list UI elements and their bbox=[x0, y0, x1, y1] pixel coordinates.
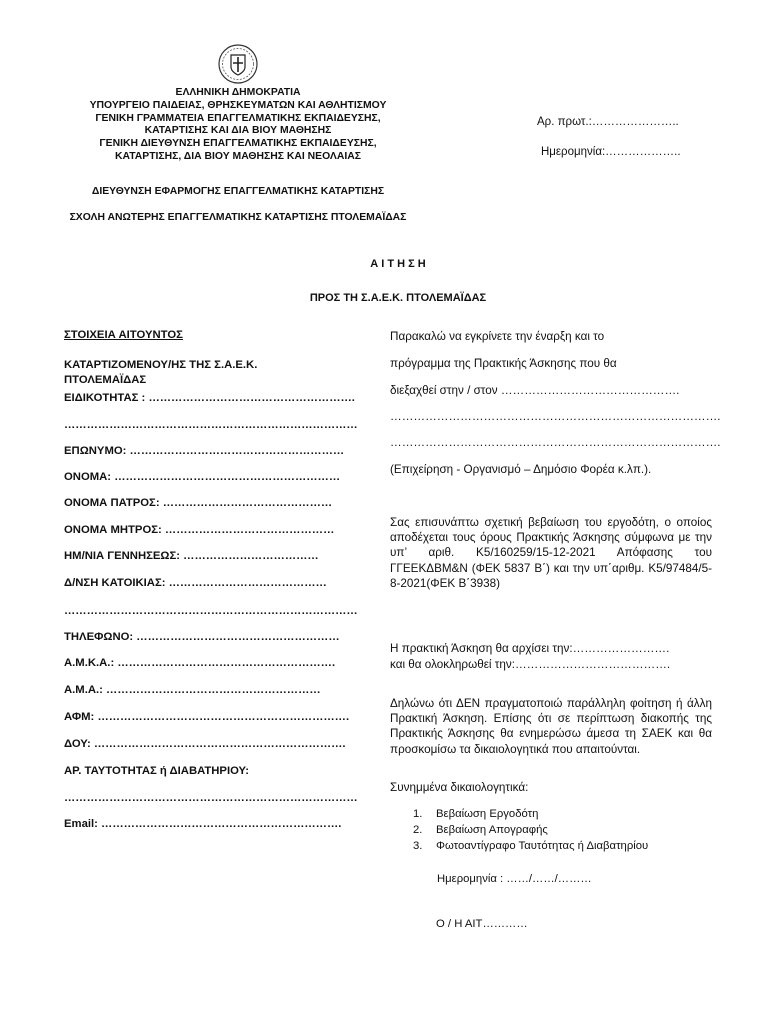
school-name: ΣΧΟΛΗ ΑΝΩΤΕΡΗΣ ΕΠΑΓΓΕΛΜΑΤΙΚΗΣ ΚΑΤΑΡΤΙΣΗΣ ΠΤΟΛΕΜΑΪΔΑΣ bbox=[69, 212, 407, 223]
trainee-label-line1: ΚΑΤΑΡΤΙΖΟΜΕΝΟΥ/ΗΣ ΤΗΣ Σ.Α.Ε.Κ. bbox=[64, 359, 258, 371]
address-field-continued[interactable]: …………………………………………………………………… bbox=[64, 605, 358, 617]
applicant-heading bbox=[64, 329, 354, 341]
mother-name-field[interactable]: ΟΝΟΜΑ ΜΗΤΡΟΣ: ……………………………………… bbox=[64, 524, 335, 536]
signature-line[interactable]: Ο / Η ΑΙΤ………… bbox=[436, 918, 528, 930]
list-item-text: Βεβαίωση Απογραφής bbox=[436, 824, 548, 837]
specialty-field[interactable]: ΕΙΔΙΚΟΤΗΤΑΣ : ………………………………………………. bbox=[64, 392, 355, 404]
address-field[interactable]: Δ/ΝΣΗ ΚΑΤΟΙΚΙΑΣ: …………………………………… bbox=[64, 577, 327, 589]
end-date-field[interactable]: και θα ολοκληρωθεί την:…………………………………. bbox=[390, 658, 671, 671]
applicant-heading-text: ΣΤΟΙΧΕΙΑ ΑΙΤΟΥΝΤΟΣ bbox=[64, 329, 183, 341]
hellenic-republic-seal-icon bbox=[218, 43, 258, 85]
header-line: ΚΑΤΑΡΤΙΣΗΣ ΚΑΙ ΔΙΑ ΒΙΟΥ ΜΑΘΗΣΗΣ bbox=[144, 125, 332, 137]
request-line: Παρακαλώ να εγκρίνετε την έναρξη και το bbox=[390, 330, 605, 343]
header-line: ΓΕΝΙΚΗ ΓΡΑΜΜΑΤΕΙΑ ΕΠΑΓΓΕΛΜΑΤΙΚΗΣ ΕΚΠΑΙΔΕΥΣΗΣ, bbox=[95, 112, 381, 124]
attachments-label: Συνημμένα δικαιολογητικά: bbox=[390, 781, 529, 794]
header-line: ΓΕΝΙΚΗ ΔΙΕΥΘΥΝΣΗ ΕΠΑΓΓΕΛΜΑΤΙΚΗΣ ΕΚΠΑΙΔΕΥΣΗΣ, bbox=[99, 138, 377, 150]
header-block bbox=[60, 87, 416, 164]
header-line: ΕΛΛΗΝΙΚΗ ΔΗΜΟΚΡΑΤΙΑ bbox=[175, 87, 301, 98]
trainee-label-line2: ΠΤΟΛΕΜΑΪΔΑΣ bbox=[64, 374, 147, 386]
phone-field[interactable]: ΤΗΛΕΦΩΝΟ: ……………………………………………… bbox=[64, 631, 340, 643]
list-item-number: 2. bbox=[413, 824, 423, 837]
request-line: πρόγραμμα της Πρακτικής Άσκησης που θα bbox=[390, 357, 617, 370]
directorate: ΔΙΕΥΘΥΝΣΗ ΕΦΑΡΜΟΓΗΣ ΕΠΑΓΓΕΛΜΑΤΙΚΗΣ ΚΑΤΑΡΤΙΣΗΣ bbox=[91, 186, 385, 197]
attachments-list bbox=[413, 806, 648, 855]
list-item-text: Βεβαίωση Εργοδότη bbox=[436, 808, 539, 820]
placement-field-continued[interactable]: …………………………………………………………………………. bbox=[390, 410, 721, 423]
placement-field[interactable]: διεξαχθεί στην / στον ………………………………………. bbox=[390, 384, 680, 397]
placement-field-continued[interactable]: …………………………………………………………………………. bbox=[390, 436, 721, 449]
placement-note: (Επιχείρηση - Οργανισμό – Δημόσιο Φορέα κ.λπ.). bbox=[390, 463, 652, 476]
amka-field[interactable]: Α.Μ.Κ.Α.: …………………………………………………. bbox=[64, 657, 336, 669]
specialty-field-continued[interactable]: …………………………………………………………………… bbox=[64, 419, 358, 431]
name-field[interactable]: ΟΝΟΜΑ: …………………………………………………… bbox=[64, 471, 341, 483]
father-name-field[interactable]: ΟΝΟΜΑ ΠΑΤΡΟΣ: ……………………………………… bbox=[64, 497, 333, 509]
id-number-label: ΑΡ. ΤΑΥΤΟΤΗΤΑΣ ή ΔΙΑΒΑΤΗΡΙΟΥ: bbox=[64, 765, 250, 777]
reference-date: Ημερομηνία:……………….. bbox=[541, 146, 681, 158]
list-item bbox=[413, 806, 648, 822]
list-item bbox=[413, 822, 648, 838]
protocol-number: Αρ. πρωτ.:………………….. bbox=[537, 116, 679, 128]
header-line: ΚΑΤΑΡΤΙΣΗΣ, ΔΙΑ ΒΙΟΥ ΜΑΘΗΣΗΣ ΚΑΙ ΝΕΟΛΑΙΑΣ bbox=[115, 150, 361, 162]
document-subtitle: ΠΡΟΣ ΤΗ Σ.Α.Ε.Κ. ΠΤΟΛΕΜΑΪΔΑΣ bbox=[309, 292, 487, 304]
id-number-field[interactable]: …………………………………………………………………… bbox=[64, 792, 358, 804]
birthdate-field[interactable]: ΗΜ/ΝΙΑ ΓΕΝΝΗΣΕΩΣ: ……………………………… bbox=[64, 550, 319, 562]
header-line: ΥΠΟΥΡΓΕΙΟ ΠΑΙΔΕΙΑΣ, ΘΡΗΣΚΕΥΜΑΤΩΝ ΚΑΙ ΑΘΛΗΤΙΣΜΟΥ bbox=[89, 99, 387, 111]
list-item-number: 3. bbox=[413, 840, 423, 853]
signature-date-field[interactable]: Ημερομηνία : ……/……/……… bbox=[437, 873, 592, 885]
start-date-field[interactable]: Η πρακτική Άσκηση θα αρχίσει την:……………………. bbox=[390, 642, 670, 655]
surname-field[interactable]: ΕΠΩΝΥΜΟ: ………………………………………………… bbox=[64, 445, 345, 457]
list-item-number: 1. bbox=[413, 808, 423, 820]
declaration-paragraph: Δηλώνω ότι ΔΕΝ πραγματοποιώ παράλληλη φοίτηση ή άλλη Πρακτική Άσκηση. Επίσης ότι σε περίπτωση διακοπής της Πρακτικής Άσκησης θα ενημερώσω άμεσα τη ΣΑΕΚ και θα προσκομίσω τα δικαιολογητικά που απαιτούνται. bbox=[390, 697, 712, 756]
ama-field[interactable]: Α.Μ.Α.: ………………………………………………… bbox=[64, 684, 321, 696]
employer-paragraph: Σας επισυνάπτω σχετική βεβαίωση του εργοδότη, ο οποίος αποδέχεται τους όρους Πρακτικής Άσκησης σύμφωνα με την υπ’ αριθ. Κ5/160259/15-12-2021 Απόφασης του ΓΓΕΕΚΔΒΜ&Ν (ΦΕΚ 5837 Β΄) και την υπ΄αριθμ. Κ5/97484/5-8-2021(ΦΕΚ Β΄3938) bbox=[390, 516, 712, 590]
list-item-text: Φωτοαντίγραφο Ταυτότητας ή Διαβατηρίου bbox=[436, 840, 649, 853]
document-title: Α Ι Τ Η Σ Η bbox=[370, 258, 426, 270]
list-item bbox=[413, 838, 648, 854]
afm-field[interactable]: ΑΦΜ: …………………………………………………………. bbox=[64, 711, 350, 723]
doy-field[interactable]: ΔΟΥ: …………………………………………………………. bbox=[64, 738, 346, 750]
email-field[interactable]: Email: ………………………………………………………. bbox=[64, 818, 342, 830]
